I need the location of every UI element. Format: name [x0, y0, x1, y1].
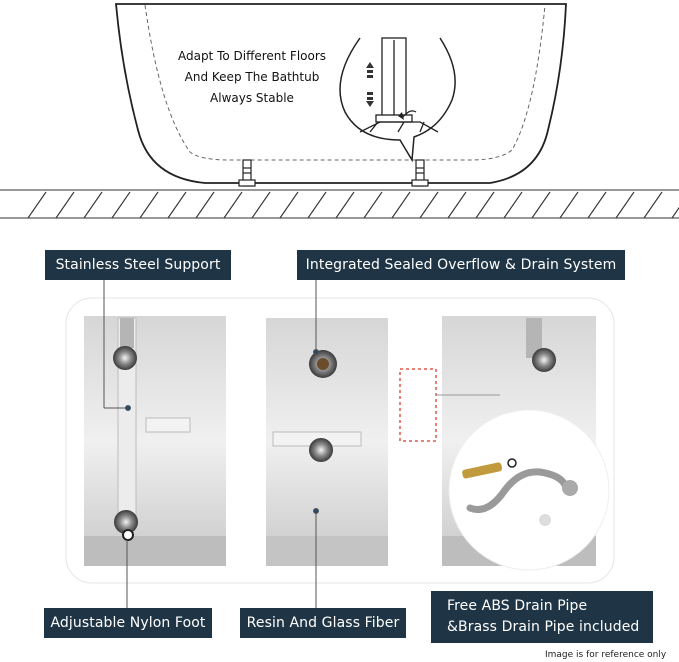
floor-hatch-line	[84, 192, 102, 218]
free-abs-line-2: &Brass Drain Pipe included	[447, 619, 640, 635]
floor-hatch-line	[252, 192, 270, 218]
integrated-overflow-label: Integrated Sealed Overflow & Drain System	[297, 250, 625, 280]
tub-underside-photo	[0, 225, 679, 662]
callout-line-3: Always Stable	[210, 91, 294, 105]
left-cavity	[84, 316, 226, 566]
floor-hatch-line	[28, 192, 46, 218]
floor-hatch-line	[56, 192, 74, 218]
drain-pipe-inset	[449, 410, 609, 570]
floor-hatch-line	[504, 192, 522, 218]
floor-hatch-line	[112, 192, 130, 218]
floor-hatch-line	[476, 192, 494, 218]
floor-hatch-line	[196, 192, 214, 218]
floor-hatch-line	[588, 192, 606, 218]
free-abs-drain-pipe-label	[431, 591, 653, 643]
floor-hatch-line	[280, 192, 298, 218]
reference-footnote: Image is for reference only	[545, 650, 667, 660]
floor-hatch-line	[420, 192, 438, 218]
floor-hatch-line	[140, 192, 158, 218]
bathtub-side-diagram	[0, 0, 679, 225]
floor-hatch-line	[448, 192, 466, 218]
floor-hatch-line	[308, 192, 326, 218]
floor-hatch-line	[672, 192, 679, 218]
floor-hatch-line	[616, 192, 634, 218]
resin-glass-fiber-label: Resin And Glass Fiber	[240, 608, 406, 638]
floor-hatch-line	[364, 192, 382, 218]
callout-line-2: And Keep The Bathtub	[184, 70, 320, 84]
adjustable-nylon-foot-label: Adjustable Nylon Foot	[44, 608, 212, 638]
free-abs-line-1: Free ABS Drain Pipe	[447, 598, 588, 614]
center-knob-icon	[309, 438, 333, 462]
floor-hatch-line	[224, 192, 242, 218]
right-top-knob-icon	[532, 348, 556, 372]
floor-hatch-line	[560, 192, 578, 218]
stainless-steel-support-label: Stainless Steel Support	[45, 250, 231, 280]
floor-hatch-line	[644, 192, 662, 218]
floor-hatch-line	[532, 192, 550, 218]
left-top-knob-icon	[113, 346, 137, 370]
floor-adapt-callout	[163, 46, 341, 109]
floor-hatch-line	[336, 192, 354, 218]
callout-line-1: Adapt To Different Floors	[177, 49, 327, 63]
floor-hatch-line	[168, 192, 186, 218]
floor-hatch-line	[392, 192, 410, 218]
